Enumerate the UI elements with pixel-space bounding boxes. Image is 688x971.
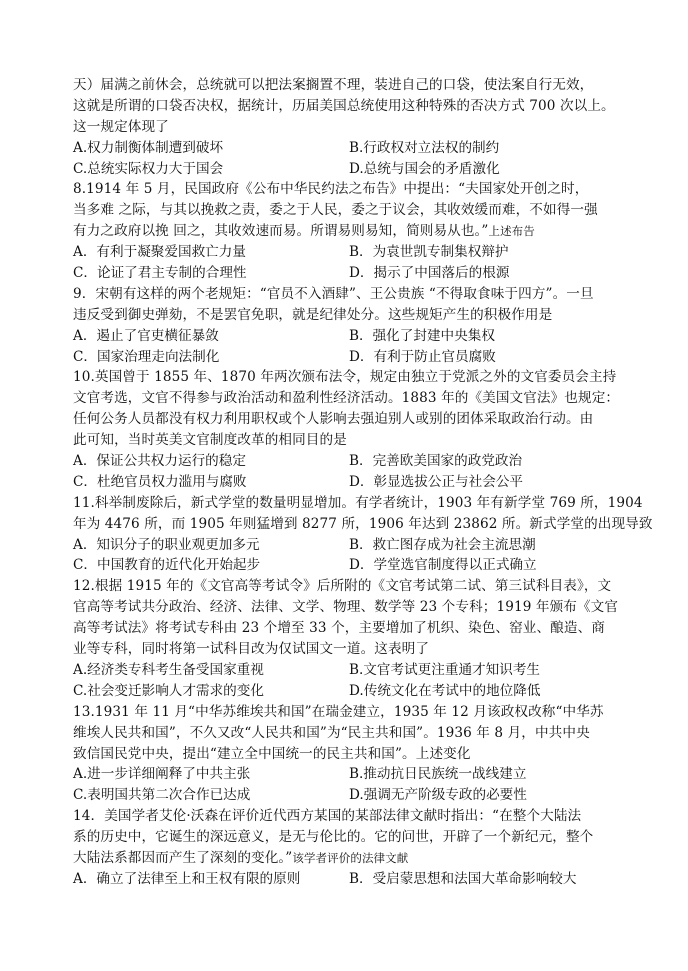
question-text-line: 任何公务人员都没有权力利用职权或个人影响去强迫别人或别的团体采取政治行动。由 bbox=[73, 411, 594, 428]
option-a[interactable]: A.进一步详细阐释了中共主张 bbox=[73, 766, 251, 783]
option-c[interactable]: C.社会变迁影响人才需求的变化 bbox=[73, 682, 264, 699]
option-c[interactable]: C．中国教育的近代化开始起步 bbox=[73, 557, 261, 574]
option-a[interactable]: A．确立了法律至上和王权有限的原则 bbox=[73, 870, 301, 887]
options-row bbox=[73, 535, 623, 556]
question-9 bbox=[73, 284, 623, 368]
options-row bbox=[73, 138, 623, 159]
question-text-line: 天）届满之前休会，总统就可以把法案搁置不理，装进自己的口袋，使法案自行无效， bbox=[73, 77, 594, 93]
question-text-line: 文官考选，文官不得参与政治活动和盈利性经济活动。1883 年的《美国文官法》也规定： bbox=[73, 390, 620, 407]
question-stem-tail: 上述布告 bbox=[488, 224, 535, 239]
options-row bbox=[73, 660, 623, 681]
question-text-line: 12.根据 1915 年的《文官高等考试令》后所附的《文官考试第二试、第三试科目表》，文 bbox=[73, 578, 612, 595]
question-text-line: 系的历史中，它诞生的深远意义，是无与伦比的。它的问世，开辟了一个新纪元，整个 bbox=[73, 829, 594, 846]
option-c[interactable]: C．国家治理走向法制化 bbox=[73, 348, 220, 365]
question-11 bbox=[73, 493, 653, 577]
options-row bbox=[73, 472, 623, 493]
option-b[interactable]: B.文官考试更注重通才知识考生 bbox=[349, 661, 541, 678]
question-text-line bbox=[73, 221, 623, 242]
question-text-line: 11.科举制废除后，新式学堂的数量明显增加。有学者统计，1903 年有新学堂 769 所，1904 bbox=[73, 494, 643, 511]
option-b[interactable]: B．受启蒙思想和法国大革命影响较大 bbox=[349, 870, 577, 887]
question-text-line: 高等考试法》将考试专科由 23 个增至 33 个，主要增加了机织、染色、窑业、酿造、商 bbox=[73, 620, 605, 637]
question-text-line: 9．宋朝有这样的两个老规矩：“官员不入酒肆”、王公贵族 “不得取食味于四方”。一旦 bbox=[73, 285, 594, 302]
options-row bbox=[73, 785, 623, 806]
option-a[interactable]: A．知识分子的职业观更加多元 bbox=[73, 536, 260, 553]
options-row bbox=[73, 681, 623, 702]
option-b[interactable]: B.推动抗日民族统一战线建立 bbox=[349, 766, 527, 783]
option-d[interactable]: D．学堂选官制度得以正式确立 bbox=[349, 557, 537, 574]
options-row bbox=[73, 347, 623, 368]
option-d[interactable]: D.强调无产阶级专政的必要性 bbox=[349, 787, 527, 804]
question-text-line: 致信国民党中央，提出“建立全中国统一的民主共和国”。上述变化 bbox=[73, 745, 471, 762]
question-13 bbox=[73, 702, 623, 806]
option-d[interactable]: D．有利于防止官员腐败 bbox=[349, 348, 496, 365]
question-text-line: 8.1914 年 5 月，民国政府《公布中华民约法之布告》中提出：“夫国家处开创之时， bbox=[73, 181, 589, 198]
question-text-line: 官高等考试共分政治、经济、法律、文学、物理、数学等 23 个专科；1919 年颁布《文官 bbox=[73, 599, 619, 616]
options-row bbox=[73, 764, 623, 785]
option-b[interactable]: B．救亡图存成为社会主流思潮 bbox=[349, 536, 536, 553]
question-text: 大陆法系都因而产生了深刻的变化。” bbox=[73, 849, 293, 866]
question-12 bbox=[73, 576, 623, 701]
question-8 bbox=[73, 179, 623, 283]
option-d[interactable]: D.总统与国会的矛盾激化 bbox=[349, 160, 500, 177]
option-a[interactable]: A．有利于凝聚爱国救亡力量 bbox=[73, 244, 246, 261]
option-b[interactable]: B．完善欧美国家的政党政治 bbox=[349, 453, 523, 470]
option-a[interactable]: A．遏止了官吏横征暴敛 bbox=[73, 327, 219, 344]
option-d[interactable]: D．彰显选拔公正与社会公平 bbox=[349, 473, 524, 490]
option-b[interactable]: B．为袁世凯专制集权辩护 bbox=[349, 244, 509, 261]
option-d[interactable]: D.传统文化在考试中的地位降低 bbox=[349, 682, 541, 699]
question-text-line: 13.1931 年 11 月“中华苏维埃共和国”在瑞金建立，1935 年 12 月该政权改称“中华苏 bbox=[73, 703, 604, 720]
option-a[interactable]: A．保证公共权力运行的稳定 bbox=[73, 453, 246, 470]
question-text-line: 14．美国学者艾伦·沃森在评价近代西方某国的某部法律文献时指出：“在整个大陆法 bbox=[73, 808, 582, 825]
options-row bbox=[73, 159, 623, 180]
question-7-continuation bbox=[73, 75, 623, 179]
question-text-line: 年为 4476 所，而 1905 年则猛增到 8277 所，1906 年达到 23862 所。新式学堂的出现导致 bbox=[73, 515, 653, 532]
question-text-line bbox=[73, 848, 623, 869]
question-text: 有力之政府以挽 回之，其收效速而易。所谓易则易知，简则易从也。” bbox=[73, 223, 489, 240]
question-text-line: 当多难 之际，与其以挽救之责，委之于人民，委之于议会，其收效缓而难，不如得一强 bbox=[73, 202, 598, 219]
option-c[interactable]: C.总统实际权力大于国会 bbox=[73, 160, 224, 177]
question-text-line: 维埃人民共和国”，不久又改“人民共和国”为“民主共和国”。1936 年 8 月，中共中央 bbox=[73, 724, 590, 741]
options-row bbox=[73, 555, 623, 576]
option-c[interactable]: C.表明国共第二次合作已达成 bbox=[73, 787, 251, 804]
question-10 bbox=[73, 367, 623, 492]
exam-page bbox=[73, 75, 653, 890]
option-b[interactable]: B．强化了封建中央集权 bbox=[349, 327, 495, 344]
question-stem-tail: 该学者评价的法律文献 bbox=[292, 850, 409, 865]
options-row bbox=[73, 242, 623, 263]
question-text-line: 违反受到御史弹劾，不是罢官免职，就是纪律处分。这些规矩产生的积极作用是 bbox=[73, 306, 553, 323]
option-c[interactable]: C．杜绝官员权力滥用与腐败 bbox=[73, 473, 247, 490]
option-b[interactable]: B.行政权对立法权的制约 bbox=[349, 139, 500, 156]
options-row bbox=[73, 263, 623, 284]
question-text-line: 此可知，当时英美文官制度改革的相同目的是 bbox=[73, 432, 347, 449]
option-a[interactable]: A.经济类专科考生备受国家重视 bbox=[73, 661, 264, 678]
question-text-line: 10.英国曾于 1855 年、1870 年两次颁布法令，规定由独立于党派之外的文官委员会主持 bbox=[73, 369, 617, 386]
option-a[interactable]: A.权力制衡体制遭到破坏 bbox=[73, 139, 224, 156]
question-text-line: 业等专科，同时将第一试科目改为仅试国文一道。这表明了 bbox=[73, 641, 430, 658]
option-c[interactable]: C．论证了君主专制的合理性 bbox=[73, 265, 247, 282]
options-row bbox=[73, 451, 623, 472]
question-14 bbox=[73, 806, 623, 890]
question-text-line: 这一规定体现了 bbox=[73, 118, 169, 135]
option-d[interactable]: D．揭示了中国落后的根源 bbox=[349, 265, 510, 282]
options-row bbox=[73, 869, 623, 890]
question-text-line: 这就是所谓的口袋否决权，据统计，历届美国总统使用这种特殊的否决方式 700 次以上。 bbox=[73, 97, 615, 114]
options-row bbox=[73, 326, 623, 347]
